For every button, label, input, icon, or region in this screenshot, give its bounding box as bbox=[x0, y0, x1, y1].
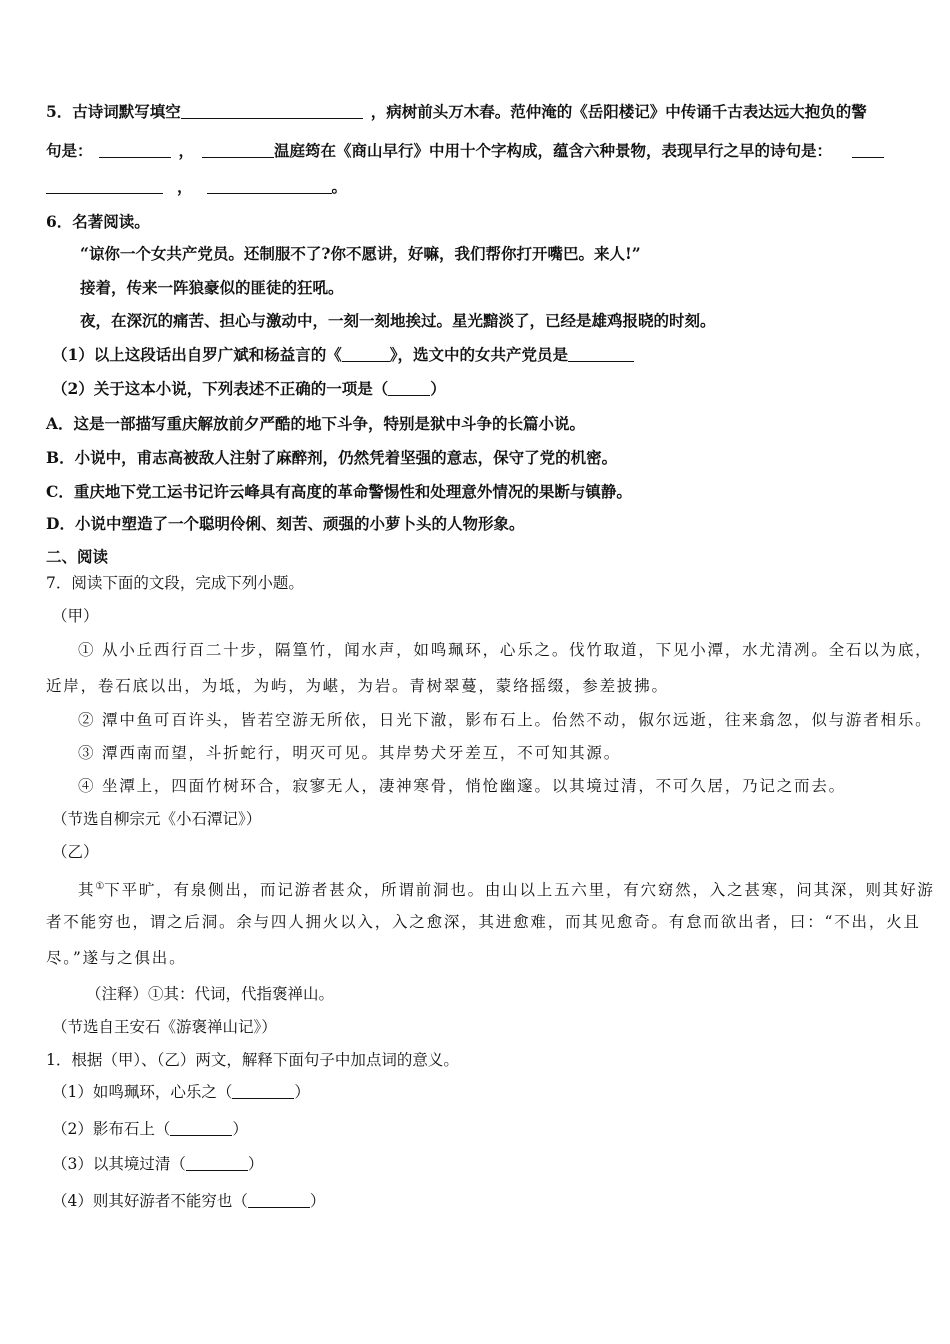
q7-item-1-text: （1）如鸣珮环，心乐之（ bbox=[52, 1083, 233, 1101]
q7-item-3-close: ） bbox=[247, 1155, 264, 1173]
jia-para-2: ② 潭中鱼可百许头，皆若空游无所依，日光下澈，影布石上。佁然不动，俶尔远逝，往来翕忽，似与游者相乐。 bbox=[78, 711, 933, 729]
q7-intro: 7．阅读下面的文段，完成下列小题。 bbox=[46, 574, 304, 592]
q6-option-d[interactable]: D．小说中塑造了一个聪明伶俐、刻苦、顽强的小萝卜头的人物形象。 bbox=[46, 514, 525, 533]
q7-item-4-text: （4）则其好游者不能穷也（ bbox=[52, 1192, 248, 1210]
q7-item-4-blank[interactable] bbox=[248, 1191, 310, 1208]
q7-item-1 bbox=[52, 1081, 912, 1103]
jia-para-1b: 近岸，卷石底以出，为坻，为屿，为嵁，为岩。青树翠蔓，蒙络摇缀，参差披拂。 bbox=[46, 677, 669, 695]
q5-blank-2[interactable] bbox=[99, 141, 171, 158]
jia-para-4: ④ 坐潭上，四面竹树环合，寂寥无人，凄神寒骨，悄怆幽邃。以其境过清，不可久居，乃记之而去。 bbox=[78, 777, 846, 795]
q5-text-1: ，病树前头万木春。范仲淹的《岳阳楼记》中传诵千古表达远大抱负的警 bbox=[370, 102, 867, 121]
section-title: 二、阅读 bbox=[46, 547, 109, 566]
q7-item-3 bbox=[52, 1153, 912, 1175]
q7-item-1-close: ） bbox=[294, 1083, 310, 1101]
yi-label: （乙） bbox=[52, 843, 99, 861]
yi-para-2: 者不能穷也，谓之后洞。余与四人拥火以入，入之愈深，其进愈难，而其见愈奇。有怠而欲出者，曰：“不出，火且 bbox=[46, 913, 921, 931]
jia-para-1a: ① 从小丘西行百二十步，隔篁竹，闻水声，如鸣珮环，心乐之。伐竹取道，下见小潭，水尤清冽。全石以为底， bbox=[78, 641, 933, 659]
q5-blank-3[interactable] bbox=[202, 141, 274, 158]
q6-sub-2 bbox=[52, 378, 912, 400]
q6-option-a[interactable]: A．这是一部描写重庆解放前夕严酷的地下斗争，特别是狱中斗争的长篇小说。 bbox=[46, 414, 586, 433]
q6-sub1-text: （1）以上这段话出自罗广斌和杨益言的《 bbox=[52, 345, 342, 364]
q6-sub2-blank[interactable] bbox=[388, 379, 430, 396]
jia-label: （甲） bbox=[52, 607, 99, 625]
yi-para-1-text: 下平旷，有泉侧出，而记游者甚众，所谓前洞也。由山以上五六里，有穴窈然，入之甚寒，问其深，则其好游 bbox=[104, 881, 935, 900]
q7-item-3-blank[interactable] bbox=[186, 1154, 248, 1171]
q5-blank-5[interactable] bbox=[207, 177, 332, 194]
yi-source: （节选自王安石《游褒禅山记》） bbox=[52, 1018, 277, 1036]
q5-text-3: 温庭筠在《商山早行》中用十个字构成，蕴含六种景物，表现早行之早的诗句是： bbox=[274, 141, 833, 160]
q7-item-1-blank[interactable] bbox=[232, 1082, 294, 1099]
yi-first-char: 其 bbox=[78, 881, 96, 900]
q5-period: 。 bbox=[331, 177, 348, 196]
yi-para-1 bbox=[78, 876, 938, 901]
q5-line-2 bbox=[46, 140, 906, 162]
yi-para-3: 尽。”遂与之俱出。 bbox=[46, 949, 187, 967]
q5-blank-4a[interactable] bbox=[852, 141, 884, 158]
q7-item-4 bbox=[52, 1190, 912, 1212]
jia-source: （节选自柳宗元《小石潭记》） bbox=[52, 810, 262, 828]
q7-item-2 bbox=[52, 1118, 912, 1140]
q6-quote-1: “谅你一个女共产党员。还制服不了?你不愿讲，好嘛，我们帮你打开嘴巴。来人!” bbox=[80, 244, 641, 263]
q6-title: 6．名著阅读。 bbox=[46, 212, 150, 231]
q7-item-3-text: （3）以其境过清（ bbox=[52, 1155, 186, 1173]
q6-sub1-text-2: 》，选文中的女共产党员是 bbox=[389, 345, 569, 364]
q7-item-2-text: （2）影布石上（ bbox=[52, 1120, 171, 1138]
q6-option-b[interactable]: B．小说中，甫志高被敌人注射了麻醉剂，仍然凭着坚强的意志，保守了党的机密。 bbox=[46, 448, 618, 467]
q6-option-c[interactable]: C．重庆地下党工运书记许云峰具有高度的革命警惕性和处理意外情况的果断与镇静。 bbox=[46, 482, 632, 501]
q7-item-2-blank[interactable] bbox=[170, 1119, 232, 1136]
yi-note: （注释）①其：代词，代指褒禅山。 bbox=[86, 985, 335, 1003]
q6-sub2-text: （2）关于这本小说，下列表述不正确的一项是（ bbox=[52, 379, 389, 398]
jia-para-3: ③ 潭西南而望，斗折蛇行，明灭可见。其岸势犬牙差互，不可知其源。 bbox=[78, 744, 622, 762]
q5-comma-1: ， bbox=[178, 141, 195, 160]
q7-item-4-close: ） bbox=[309, 1192, 326, 1210]
q7-sub-question: 1．根据（甲）、（乙）两文，解释下面句子中加点词的意义。 bbox=[46, 1051, 459, 1069]
q5-blank-4b[interactable] bbox=[46, 177, 163, 194]
q7-item-2-close: ） bbox=[232, 1120, 248, 1138]
q6-sub2-close: ） bbox=[430, 379, 446, 398]
q6-sub1-blank-book[interactable] bbox=[342, 345, 390, 362]
q5-line-3 bbox=[46, 176, 906, 198]
q6-quote-3: 夜，在深沉的痛苦、担心与激动中，一刻一刻地挨过。星光黯淡了，已经是雄鸡报晓的时刻。 bbox=[80, 311, 716, 330]
q6-sub1-blank-name[interactable] bbox=[568, 345, 634, 362]
q5-blank-1[interactable] bbox=[181, 102, 363, 119]
q6-quote-2: 接着，传来一阵狼豪似的匪徒的狂吼。 bbox=[80, 278, 344, 297]
note-marker: ① bbox=[95, 881, 105, 892]
q5-prompt: 5．古诗词默写填空 bbox=[46, 102, 181, 121]
q6-sub-1 bbox=[52, 344, 912, 366]
q5-line-1 bbox=[46, 101, 906, 123]
q5-comma-2: ， bbox=[177, 177, 193, 196]
q5-text-2: 句是： bbox=[46, 141, 93, 160]
